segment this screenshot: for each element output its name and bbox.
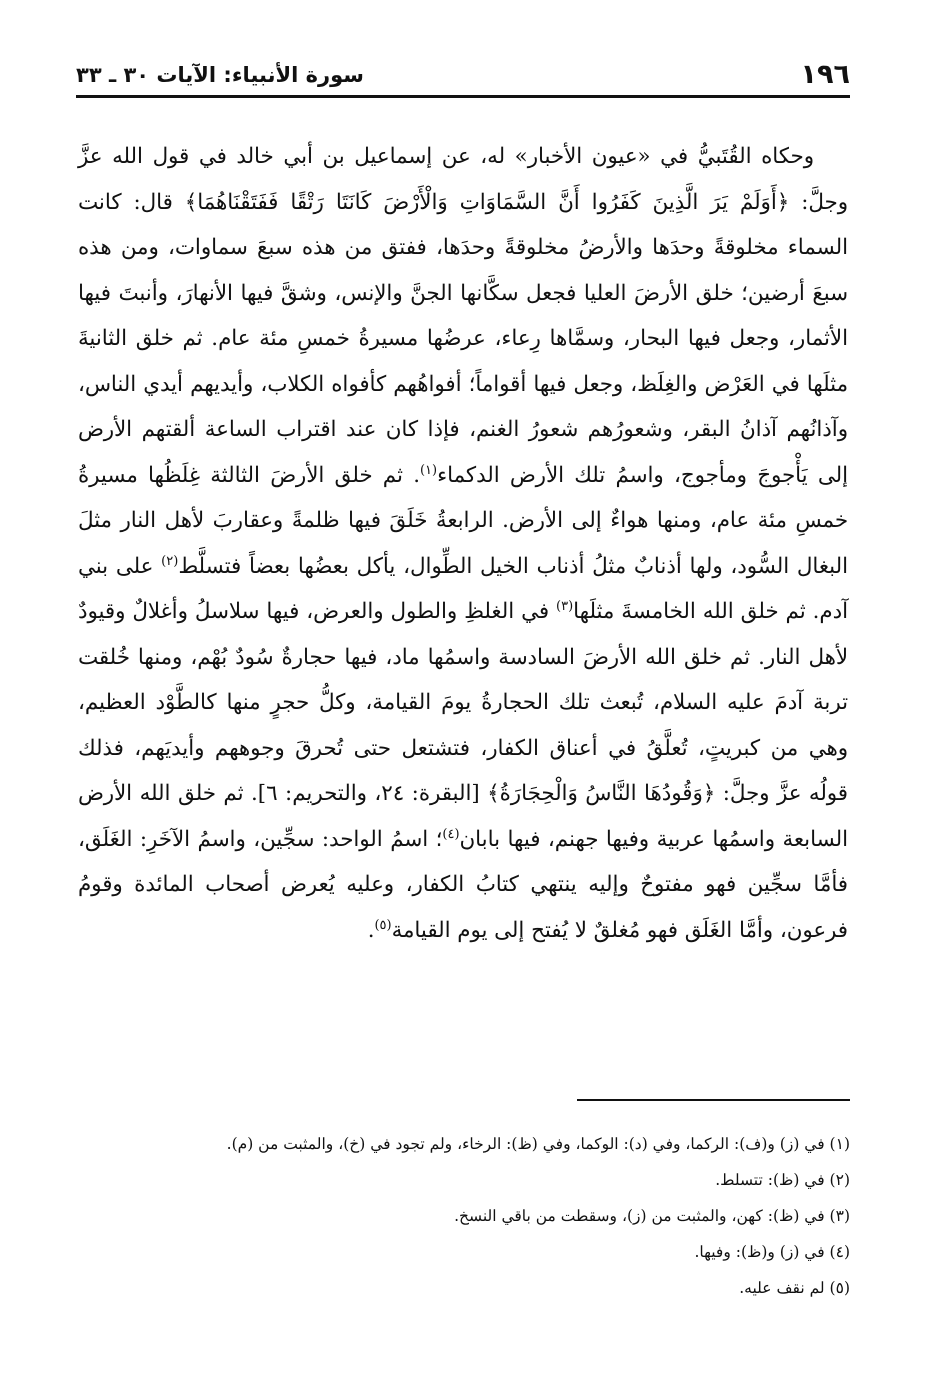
paragraph [78,134,848,953]
header-rule [76,95,850,98]
footnote-ref-4: (٤) [442,826,460,842]
page-header [76,56,850,90]
footnote-separator [577,1099,850,1101]
footnote-ref-2: (٢) [161,553,179,569]
text-run: وحكاه القُتَبيُّ في «عيون الأخبار» له، عن إسماعيل بن أبي خالد في قول الله عزَّ وجلَّ: ﴿أَوَلَمْ يَرَ الَّذِينَ كَفَرُوا أَنَّ السَّمَاوَاتِ وَالْأَرْضَ كَانَتَا رَتْقًا فَفَتَقْنَاهُمَا﴾ قال: كانت السماء مخلوقةً وحدَها والأرضُ مخلوقةً وحدَها، ففتق من هذه سبعَ سماوات، ومن هذه سبعَ أرضين؛ خلق الأرضَ العليا فجعل سكَّانها الجنَّ والإنس، وشقَّ فيها الأنهارَ، وأنبتَ فيها الأثمار، وجعل فيها البحار، وسمَّاها رِعاء، عرضُها مسيرةُ خمسِ مئة عام. ثم خلق الثانيةَ مثلَها في العَرْض والغِلَظ، وجعل فيها أقواماً؛ أفواهُهم كأفواه الكلاب، وأيديهم أيدي الناس، وآذانُهم آذانُ البقر، وشعورُهم شعورُ الغنم، فإذا كان عند اقتراب الساعة ألقتهم الأرض إلى يَأْجوجَ ومأجوج، واسمُ تلك الأرض الدكماء [78,144,849,488]
footnote-5: (٥) لم نقف عليه. [739,1279,850,1297]
main-text [78,134,848,953]
footnote-ref-1: (١) [419,462,438,478]
footnote-ref-5: (٥) [374,917,392,933]
text-run: في الغلظِ والطول والعرض، فيها سلاسلُ وأغلالٌ وقيودٌ لأهل النار. ثم خلق الله الأرضَ السادسة واسمُها ماد، فيها حجارةٌ سُودٌ بُهْم، ومنها خُلقت تربة آدمَ عليه السلام، تُبعث تلك الحجارةُ يومَ القيامة، وكلُّ حجرٍ منها كالطَّوْد العظيم، وهي من كبريتٍ، تُعلَّقُ في أعناق الكفار، فتشتعل حتى تُحرقَ وجوههم وأيديَهم، فذلك قولُه عزَّ وجلَّ: ﴿وَقُودُهَا النَّاسُ وَالْحِجَارَةُ﴾ [البقرة: ٢٤، والتحريم: ٦]. ثم خلق الله الأرض السابعة واسمُها عربية وفيها جهنم، فيها بابان [78,599,848,852]
text-run: ؛ اسمُ الواحد: سجِّين، واسمُ الآخَرِ: الغَلَق، فأمَّا سجِّين فهو مفتوحٌ وإليه ينتهي كتابُ الكفار، وعليه يُعرض أصحاب المائدة وقومُ فرعون، وأمَّا الغَلَق فهو مُغلقٌ لا يُفتح إلى يوم القيامة [78,826,848,943]
text-run: على بني آدم. ثم خلق الله الخامسةَ مثلَها [78,553,848,624]
page-number: ١٩٦ [800,59,850,90]
footnote-1: (١) في (ز) و(ف): الركما، وفي (د): الوكما، وفي (ظ): الرخاء، ولم تجود في (خ)، والمثبت من (م). [226,1135,850,1153]
footnote-ref-3: (٣) [556,598,574,614]
text-run: . [367,917,375,943]
running-head: سورة الأنبياء: الآيات ٣٠ ـ ٣٣ [76,63,364,87]
footnotes [60,1126,850,1306]
footnote-2: (٢) في (ظ): تتسلط. [715,1171,850,1189]
footnote-4: (٤) في (ز) و(ظ): وفيها. [694,1243,850,1261]
footnote-3: (٣) في (ظ): كهن، والمثبت من (ز)، وسقطت من باقي النسخ. [454,1207,850,1225]
text-run: . ثم خلق الأرضَ الثالثة غِلَظُها مسيرةُ خمسِ مئة عام، ومنها هواءٌ إلى الأرض. الرابعةُ خَلَقَ فيها ظلمةً وعقاربَ لأهل النار مثلَ البغال السُّود، ولها أذنابٌ مثلُ أذناب الخيل الطِّوال، يأكل بعضُها بعضاً فتسلَّط [78,462,848,579]
